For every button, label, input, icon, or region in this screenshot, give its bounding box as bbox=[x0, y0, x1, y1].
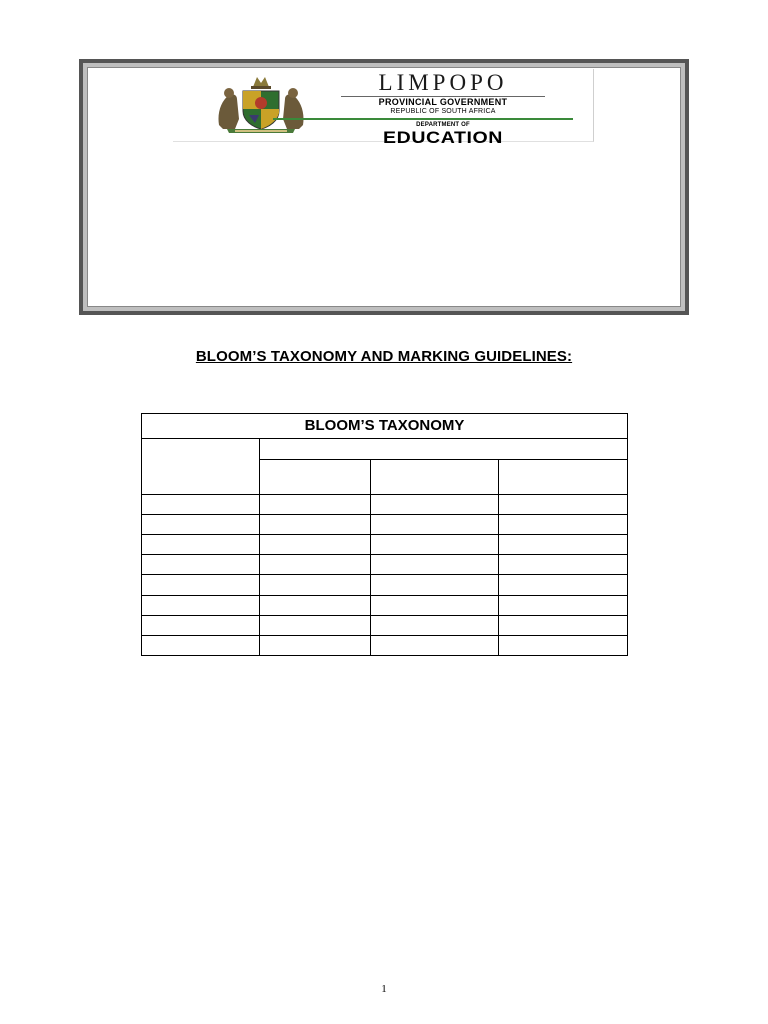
table-row bbox=[142, 555, 628, 575]
table-cell bbox=[260, 555, 371, 575]
table-cell bbox=[260, 495, 371, 515]
table-cell bbox=[142, 636, 260, 656]
table-cell bbox=[499, 596, 628, 616]
table-cell bbox=[260, 575, 371, 596]
table-header-cell bbox=[142, 439, 260, 495]
logo-government: PROVINCIAL GOVERNMENT bbox=[378, 97, 508, 107]
table-cell bbox=[260, 596, 371, 616]
table-header-cell bbox=[260, 460, 371, 495]
logo-department-of: DEPARTMENT OF bbox=[416, 122, 470, 128]
table-cell bbox=[142, 575, 260, 596]
table-title: BLOOM’S TAXONOMY bbox=[142, 414, 628, 439]
table-cell bbox=[371, 616, 499, 636]
table-row bbox=[142, 515, 628, 535]
table-cell bbox=[260, 515, 371, 535]
table-cell bbox=[260, 616, 371, 636]
table-header-cell bbox=[371, 460, 499, 495]
table-row bbox=[142, 636, 628, 656]
department-logo bbox=[173, 69, 594, 147]
table-row bbox=[142, 575, 628, 596]
table-cell bbox=[499, 535, 628, 555]
table-body bbox=[142, 495, 628, 656]
table-cell bbox=[499, 555, 628, 575]
table-cell bbox=[260, 535, 371, 555]
table-title-row bbox=[142, 414, 628, 439]
table-cell bbox=[260, 636, 371, 656]
table-cell bbox=[371, 596, 499, 616]
table-cell bbox=[142, 515, 260, 535]
logo-province: LIMPOPO bbox=[378, 70, 508, 95]
table-cell bbox=[371, 575, 499, 596]
logo-text-block bbox=[333, 71, 553, 147]
logo-republic: REPUBLIC OF SOUTH AFRICA bbox=[390, 108, 496, 115]
logo-department: EDUCATION bbox=[383, 128, 503, 147]
logo-green-rule bbox=[273, 118, 573, 120]
table-cell bbox=[371, 636, 499, 656]
table-cell bbox=[371, 495, 499, 515]
header-frame-inner bbox=[83, 63, 685, 311]
header-frame bbox=[79, 59, 689, 315]
table-cell bbox=[499, 575, 628, 596]
table-cell bbox=[499, 515, 628, 535]
table-header-cell bbox=[499, 460, 628, 495]
coat-of-arms-icon bbox=[213, 73, 309, 135]
table-subheader-row bbox=[142, 439, 628, 460]
table-cell bbox=[142, 555, 260, 575]
table-row bbox=[142, 616, 628, 636]
blooms-taxonomy-table bbox=[141, 413, 628, 656]
header-box bbox=[87, 67, 681, 307]
table-cell bbox=[371, 515, 499, 535]
table-cell bbox=[142, 616, 260, 636]
page-number: 1 bbox=[381, 983, 387, 995]
table-cell bbox=[142, 596, 260, 616]
table-cell bbox=[499, 636, 628, 656]
table-row bbox=[142, 596, 628, 616]
table-cell bbox=[142, 535, 260, 555]
table-cell bbox=[142, 495, 260, 515]
table-header-cell bbox=[260, 439, 628, 460]
page-title: BLOOM’S TAXONOMY AND MARKING GUIDELINES: bbox=[195, 348, 573, 365]
table-cell bbox=[371, 535, 499, 555]
table-row bbox=[142, 535, 628, 555]
table-row bbox=[142, 495, 628, 515]
table-cell bbox=[499, 616, 628, 636]
table-cell bbox=[499, 495, 628, 515]
table-cell bbox=[371, 555, 499, 575]
